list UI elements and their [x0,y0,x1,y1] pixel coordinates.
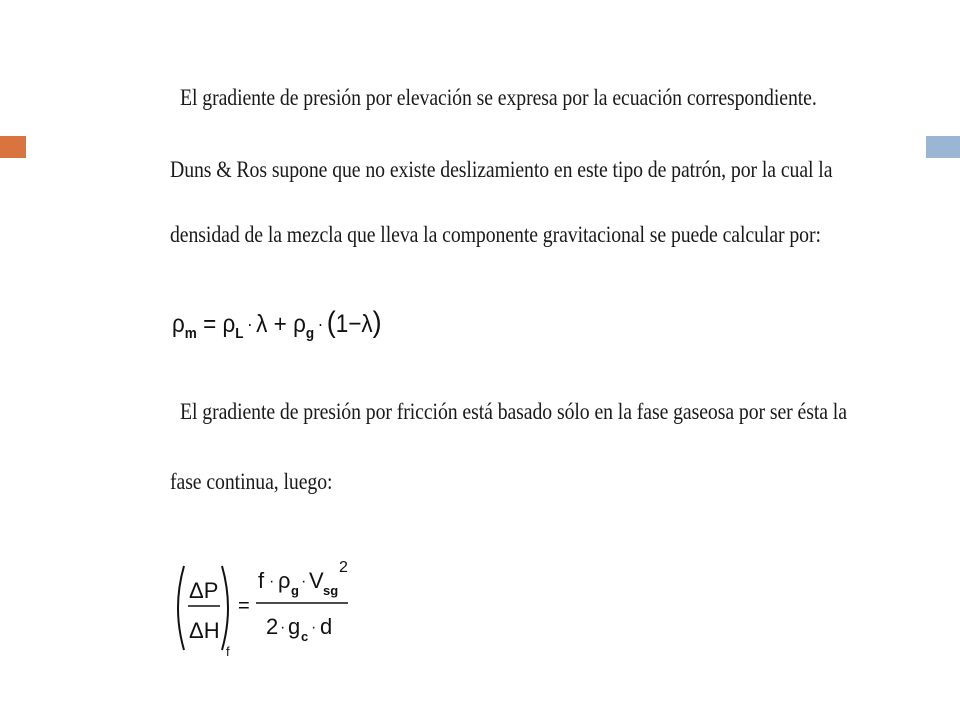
eq1-sub-g: g [305,325,315,342]
eq1-close-paren: ) [372,306,382,339]
eq2-den-two: 2 [266,614,279,639]
eq2-num-rho-sub: g [291,583,299,598]
eq2-left-paren [178,566,184,650]
eq2-delta-h: ΔH [189,618,220,643]
eq1-rho-m: ρ [172,310,185,338]
eq1-dot-1: · [247,314,253,334]
eq2-den-d: d [320,614,333,639]
eq1-lambda: λ [256,310,268,338]
eq2-den-dot-2: · [311,619,317,636]
eq2-num-exponent: 2 [339,559,348,576]
eq2-num-v-sub: sg [323,583,339,598]
equation-mixture-density [172,306,382,342]
eq2-equals: = [238,595,250,617]
accent-bar-left [0,136,26,158]
eq1-sub-l: L [235,325,244,342]
eq1-rho-g: ρ [293,310,306,338]
paragraph-duns-ros-line1: Duns & Ros supone que no existe deslizamiento en este tipo de patrón, por la cual la [170,157,833,182]
eq1-dot-2: · [317,314,324,334]
eq1-one-minus: 1− [335,310,362,338]
eq1-sub-m: m [184,325,197,342]
eq2-num-f: f [258,568,265,593]
eq1-rho-l: ρ [222,310,236,338]
eq1-plus: + [273,310,287,338]
paragraph-elevation-gradient: El gradiente de presión por elevación se expresa por la ecuación correspondiente. [180,85,817,110]
eq1-lambda-2: λ [361,310,373,338]
eq2-den-g-sub: c [301,629,309,644]
eq2-num-dot-1: · [269,573,275,590]
eq2-delta-p: ΔP [189,578,219,603]
paragraph-friction-gradient-line1: El gradiente de presión por fricción está basado sólo en la fase gaseosa por ser ésta la [180,399,847,424]
accent-bar-right [926,136,960,158]
eq2-sub-f: f [226,644,230,659]
eq2-num-v: V [309,568,324,593]
eq1-equals: = [203,310,217,338]
eq2-num-rho: ρ [278,568,291,593]
eq2-num-dot-2: · [301,573,307,590]
eq2-right-paren [222,566,228,650]
eq2-den-dot-1: · [280,619,286,636]
eq1-open-paren: ( [326,306,336,339]
paragraph-friction-gradient-line2: fase continua, luego: [170,469,333,494]
equation-friction-gradient [172,556,372,666]
paragraph-duns-ros-line2: densidad de la mezcla que lleva la componente gravitacional se puede calcular por: [170,222,821,247]
eq2-den-g: g [288,614,301,639]
